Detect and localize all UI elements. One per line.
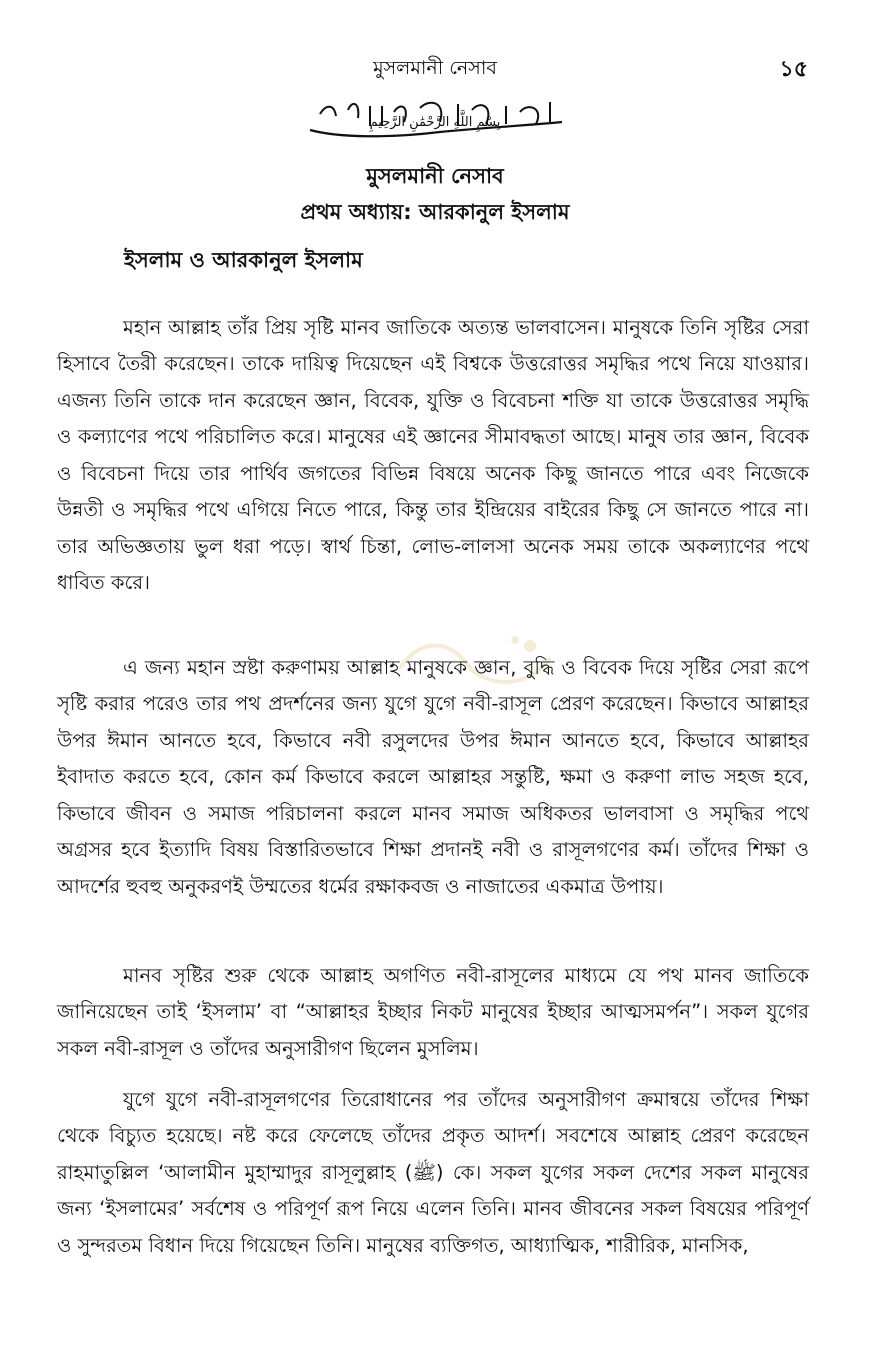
paragraph: যুগে যুগে নবী-রাসূলগণের তিরোধানের পর তাঁদের অনুসারীগণ ক্রমান্বয়ে তাঁদের শিক্ষা থেকে বিচ্যুত হয়েছে। নষ্ট করে ফেলেছে তাঁদের প্রকৃত আদর্শ। সবশেষে আল্লাহ প্রেরণ করেছেন রাহমাতুল্লিল ‘আলামীন মুহাম্মাদুর রাসূলুল্লাহ (ﷺ) কে। সকল যুগের সকল দেশের সকল মানুষের জন্য ‘ইসলামের’ সর্বশেষ ও পরিপূর্ণ রূপ নিয়ে এলেন তিনি। মানব জীবনের সকল বিষয়ের পরিপূর্ণ ও সুন্দরতম বিধান দিয়ে গিয়েছেন তিনি। মানুষের ব্যক্তিগত, আধ্যাত্মিক, শারীরিক, মানসিক, xyxy=(57,1087,809,1257)
section-heading: ইসলাম ও আরকানুল ইসলাম xyxy=(124,248,363,272)
paragraph: মহান আল্লাহ তাঁর প্রিয় সৃষ্টি মানব জাতিকে অত্যন্ত ভালবাসেন। মানুষকে তিনি সৃষ্টির সেরা হিসাবে তৈরী করেছেন। তাকে দায়িত্ব দিয়েছেন এই বিশ্বকে উত্তরোত্তর সমৃদ্ধির পথে নিয়ে যাওয়ার। এজন্য তিনি তাকে দান করেছেন জ্ঞান, বিবেক, যুক্তি ও বিবেচনা শক্তি যা তাকে উত্তরোত্তর সমৃদ্ধি ও কল্যাণের পথে পরিচালিত করে। মানুষের এই জ্ঞানের সীমাবদ্ধতা আছে। মানুষ তার জ্ঞান, বিবেক ও বিবেচনা দিয়ে তার পার্থিব জগতের বিভিন্ন বিষয়ে অনেক কিছু জানতে পারে এবং নিজেকে উন্নতী ও সমৃদ্ধির পথে এগিয়ে নিতে পারে, কিন্তু তার ইন্দ্রিয়ের বাইরের কিছু সে জানতে পারে না। তার অভিজ্ঞতায় ভুল ধরা পড়ে। স্বার্থ চিন্তা, লোভ-লালসা অনেক সময় তাকে অকল্যাণের পথে ধাবিত করে। xyxy=(57,315,809,594)
bismillah-text: بِسْمِ اللَّهِ الرَّحْمَٰنِ الرَّحِيمِ xyxy=(369,115,501,130)
page-number: ১৫ xyxy=(779,57,808,82)
paragraph: এ জন্য মহান স্রষ্টা করুণাময় আল্লাহ মানুষকে জ্ঞান, বুদ্ধি ও বিবেক দিয়ে সৃষ্টির সেরা রূপে সৃষ্টি করার পরেও তার পথ প্রদর্শনের জন্য যুগে যুগে নবী-রাসূল প্রেরণ করেছেন। কিভাবে আল্লাহর উপর ঈমান আনতে হবে, কিভাবে নবী রসুলদের উপর ঈমান আনতে হবে, কিভাবে আল্লাহর ইবাদাত করতে হবে, কোন কর্ম কিভাবে করলে আল্লাহর সন্তুষ্টি, ক্ষমা ও করুণা লাভ সহজ হবে, কিভাবে জীবন ও সমাজ পরিচালনা করলে মানব সমাজ অধিকতর ভালবাসা ও সমৃদ্ধির পথে অগ্রসর হবে ইত্যাদি বিষয় বিস্তারিতভাবে শিক্ষা প্রদানই নবী ও রাসূলগণের কর্ম। তাঁদের শিক্ষা ও আদর্শের হুবহু অনুকরণই উম্মতের ধর্মের রক্ষাকবজ ও নাজাতের একমাত্র উপায়। xyxy=(57,655,809,898)
paragraph: মানব সৃষ্টির শুরু থেকে আল্লাহ অগণিত নবী-রাসূলের মাধ্যমে যে পথ মানব জাতিকে জানিয়েছেন তাই ‘ইসলাম’ বা “আল্লাহর ইচ্ছার নিকট মানুষের ইচ্ছার আত্মসমর্পন”। সকল যুগের সকল নবী-রাসূল ও তাঁদের অনুসারীগণ ছিলেন মুসলিম। xyxy=(57,963,809,1060)
running-header-title: মুসলমানী নেসাব xyxy=(373,57,497,79)
bismillah-calligraphy xyxy=(300,92,570,144)
book-title: মুসলমানী নেসাব xyxy=(366,164,504,188)
chapter-heading: প্রথম অধ্যায়: আরকানুল ইসলাম xyxy=(300,200,570,224)
